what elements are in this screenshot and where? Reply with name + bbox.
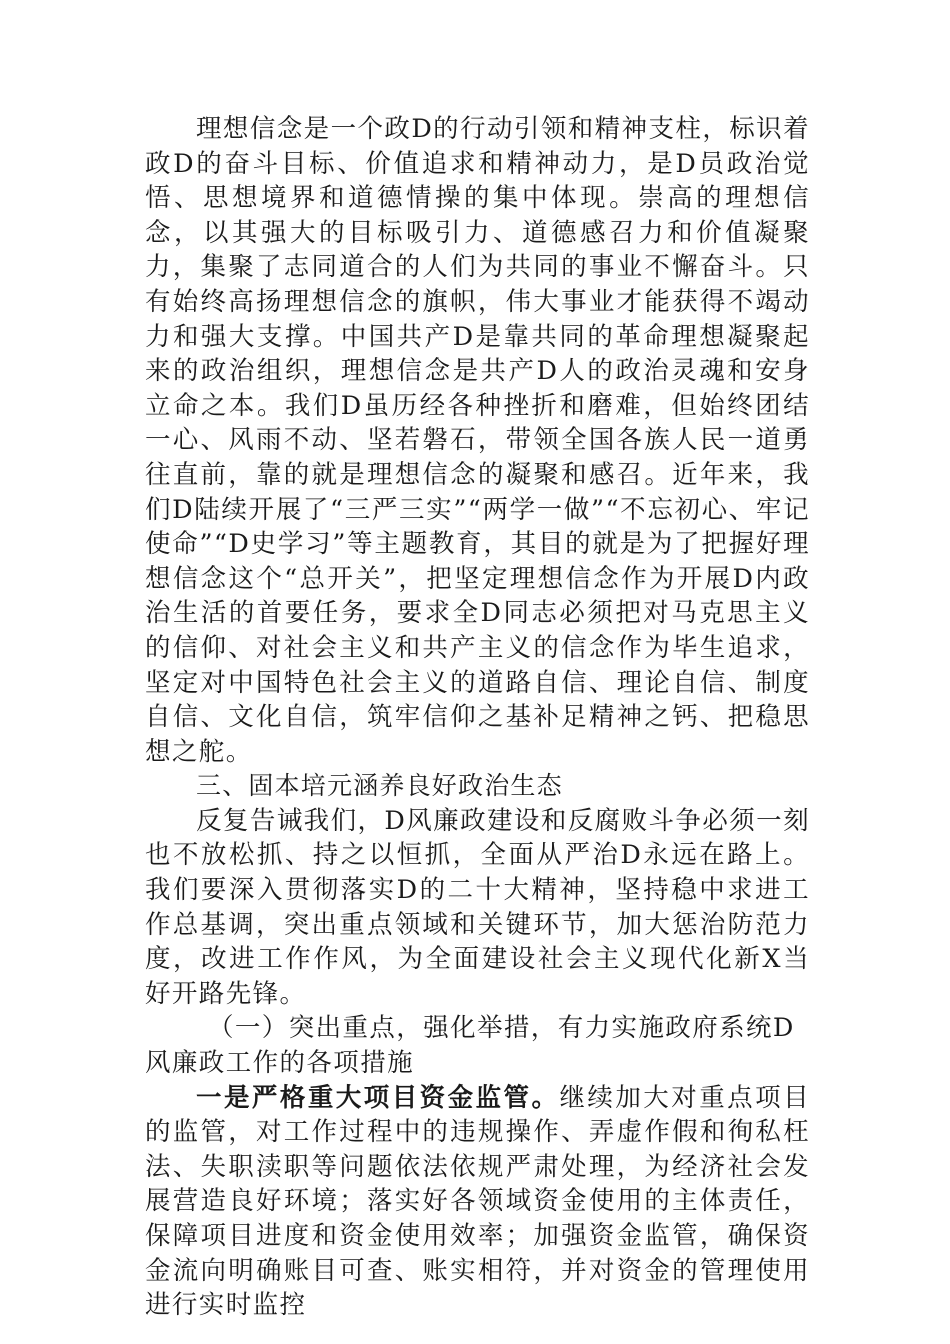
section-heading-3: 三、固本培元涵养良好政治生态	[196, 771, 563, 801]
paragraph-ideals-beliefs: 理想信念是一个政D的行动引领和精神支柱，标识着政D的奋斗目标、价值追求和精神动力，是D员政治觉悟、思想境界和道德情操的集中体现。崇高的理想信念，以其强大的目标吸引力、道德感召力和价值凝聚力，集聚了志同道合的人们为共同的事业不懈奋斗。只有始终高扬理想信念的旗帜，伟大事业才能获得不竭动力和强大支撑。中国共产D是靠共同的革命理想凝聚起来的政治组织，理想信念是共产D人的政治灵魂和安身立命之本。我们D虽历经各种挫折和磨难，但始终团结一心、风雨不动、坚若磐石，带领全国各族人民一道勇往直前，靠的就是理想信念的凝聚和感召。近年来，我们D陆续开展了“三严三实”“两学一做”“不忘初心、牢记使命”“D史学习”等主题教育，其目的就是为了把握好理想信念这个“总开关”，把坚定理想信念作为开展D内政治生活的首要任务，要求全D同志必须把对马克思主义的信仰、对社会主义和共产主义的信念作为毕生追求，坚定对中国特色社会主义的道路自信、理论自信、制度自信、文化自信，筑牢信仰之基补足精神之钙、把稳思想之舵。	[145, 114, 810, 767]
subheading-1: （一）突出重点，强化举措，有力实施政府系统D风廉政工作的各项措施	[145, 1013, 795, 1079]
paragraph-anti-corruption: 反复告诫我们，D风廉政建设和反腐败斗争必须一刻也不放松抓、持之以恒抓，全面从严治D永远在路上。我们要深入贯彻落实D的二十大精神，坚持稳中求进工作总基调，突出重点领域和关键环节，加大惩治防范力度，改进工作作风，为全面建设社会主义现代化新X当好开路先锋。	[145, 805, 810, 1009]
paragraph-lead-text: 一是严格重大项目资金监管。	[196, 1082, 560, 1113]
document-page	[145, 112, 810, 1323]
paragraph-fund-supervision	[145, 1081, 810, 1323]
paragraph-body-text: 继续加大对重点项目的监管，对工作过程中的违规操作、弄虚作假和徇私枉法、失职渎职等问题依法依规严肃处理，为经济社会发展营造良好环境；落实好各领域资金使用的主体责任，保障项目进度和资金使用效率；加强资金监管，确保资金流向明确账目可查、账实相符，并对资金的管理使用进行实时监控	[145, 1082, 810, 1321]
